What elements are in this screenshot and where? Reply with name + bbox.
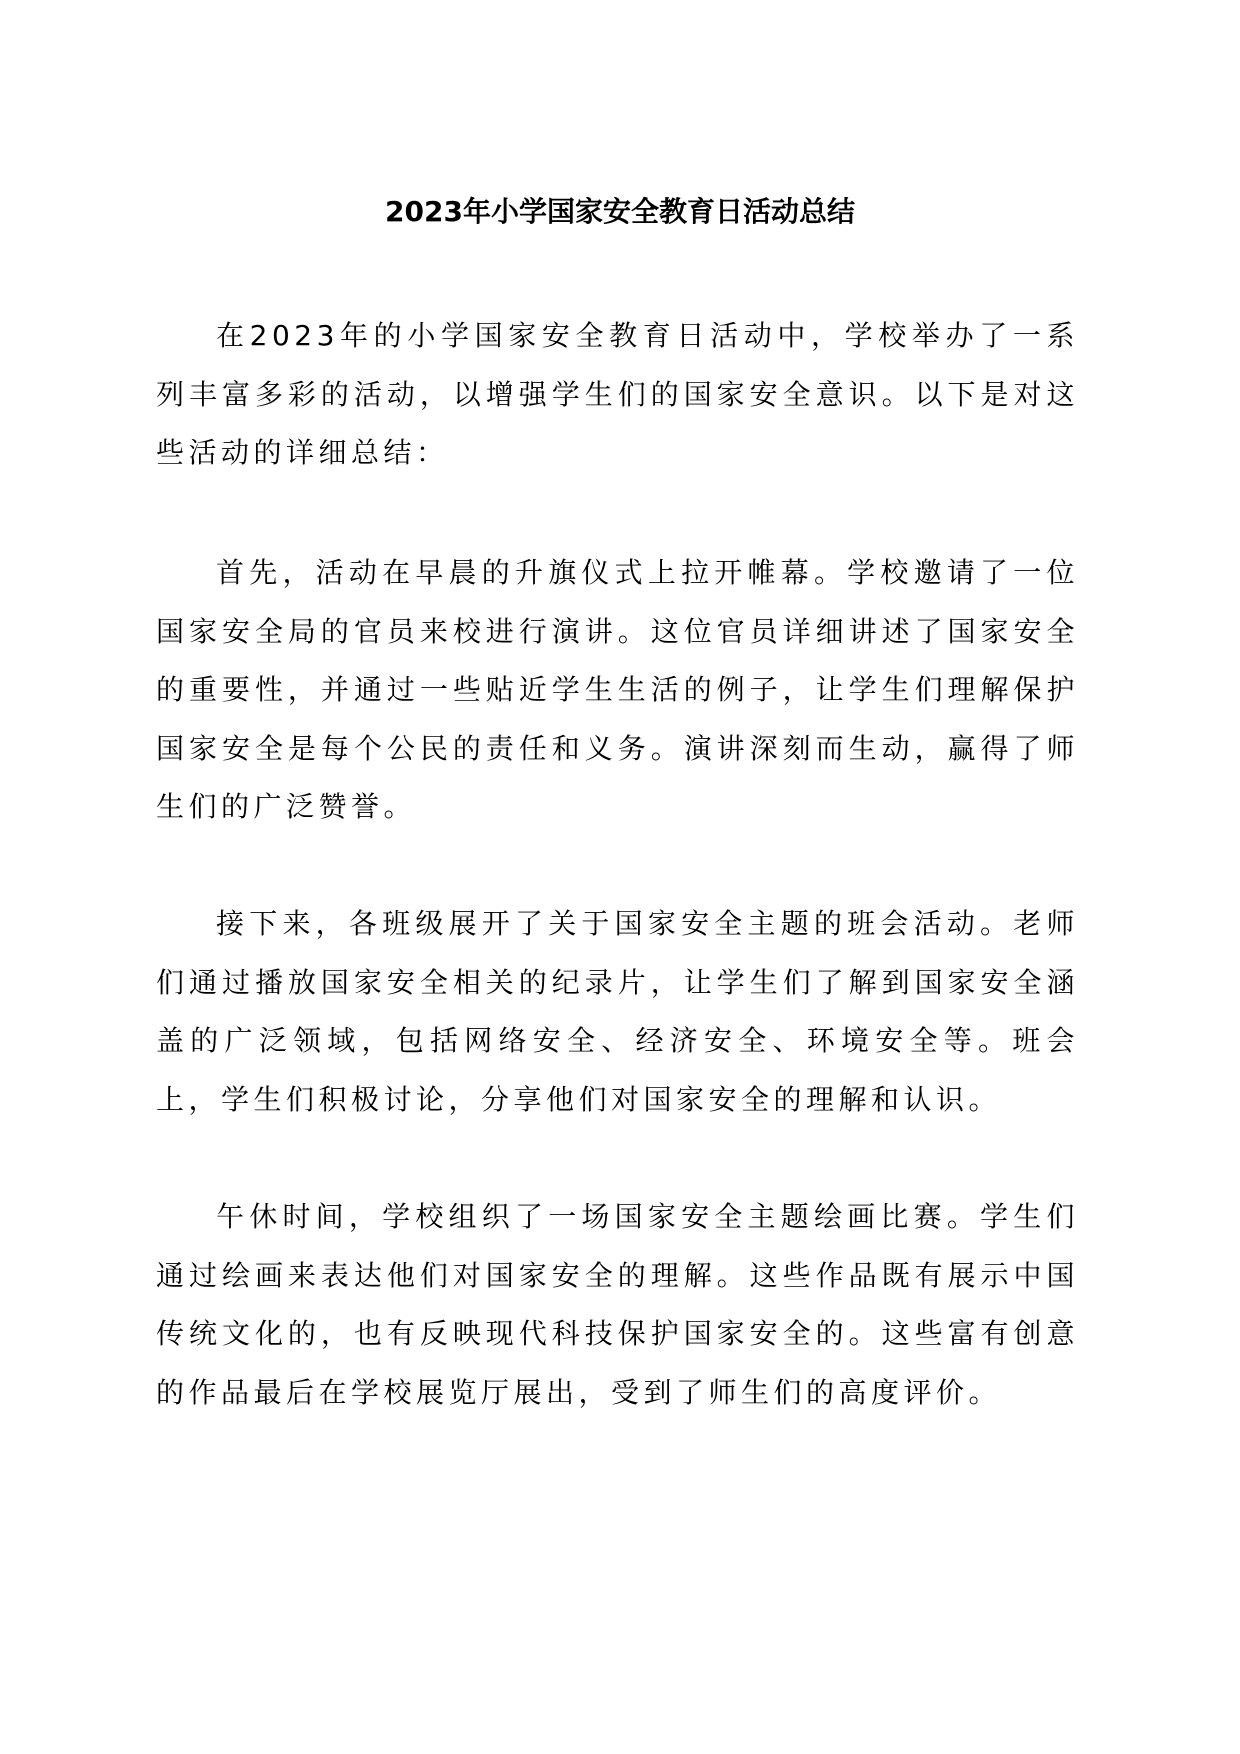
paragraph-intro: 在2023年的小学国家安全教育日活动中，学校举办了一系列丰富多彩的活动，以增强学生们的国家安全意识。以下是对这些活动的详细总结： (156, 319, 1079, 469)
paragraph-drawing-contest: 午休时间，学校组织了一场国家安全主题绘画比赛。学生们通过绘画来表达他们对国家安全的理解。这些作品既有展示中国传统文化的，也有反映现代科技保护国家安全的。这些富有创意的作品最后在学校展览厅展出，受到了师生们的高度评价。 (156, 1200, 1079, 1409)
paragraph-flag-ceremony: 首先，活动在早晨的升旗仪式上拉开帷幕。学校邀请了一位国家安全局的官员来校进行演讲。这位官员详细讲述了国家安全的重要性，并通过一些贴近学生生活的例子，让学生们理解保护国家安全是每个公民的责任和义务。演讲深刻而生动，赢得了师生们的广泛赞誉。 (156, 556, 1079, 823)
document-title: 2023年小学国家安全教育日活动总结 (385, 195, 855, 228)
paragraph-class-meeting: 接下来，各班级展开了关于国家安全主题的班会活动。老师们通过播放国家安全相关的纪录片，让学生们了解到国家安全涵盖的广泛领域，包括网络安全、经济安全、环境安全等。班会上，学生们积极讨论，分享他们对国家安全的理解和认识。 (156, 907, 1079, 1116)
